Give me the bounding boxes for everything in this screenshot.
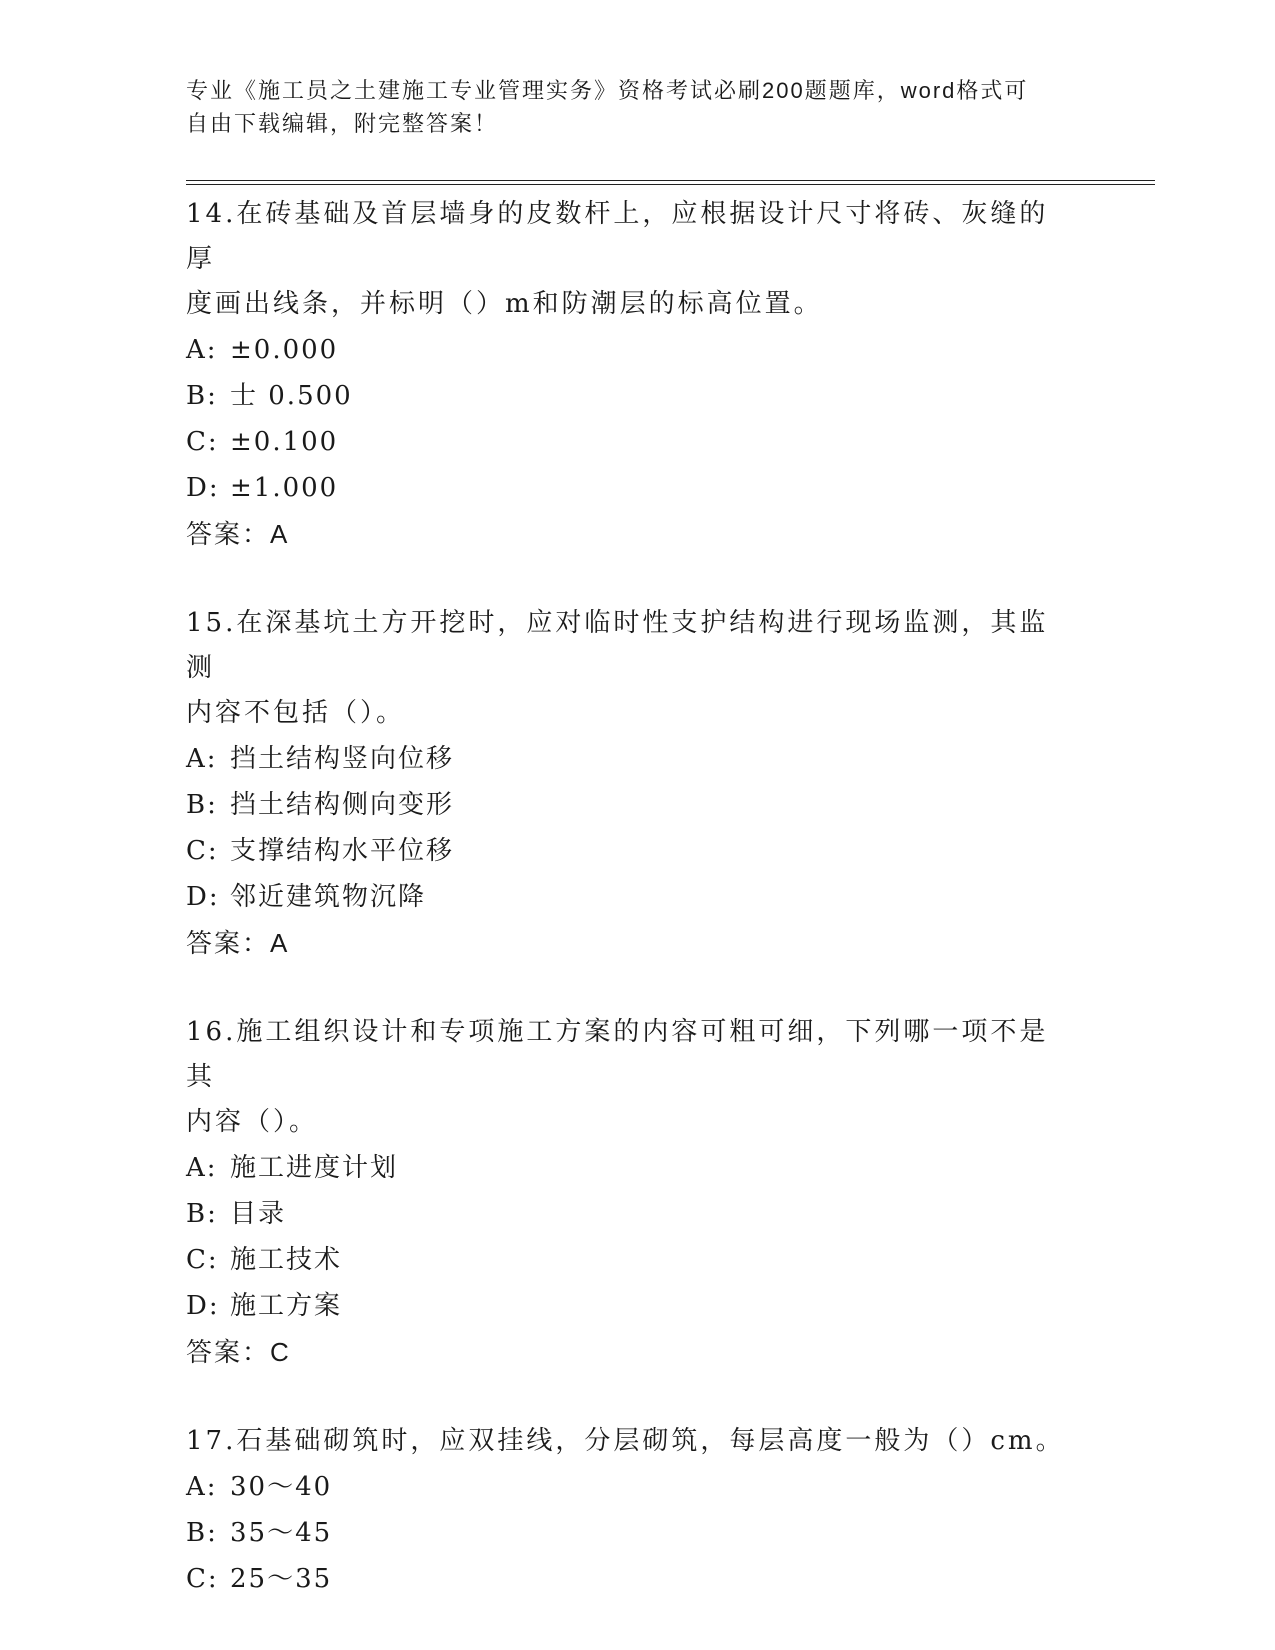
document-header — [186, 74, 1086, 140]
option-letter: A: — [186, 335, 218, 365]
option-text: 目录 — [230, 1199, 287, 1229]
question-stem — [186, 1010, 1066, 1145]
question-15 — [186, 601, 1086, 966]
option-letter: B: — [186, 381, 218, 411]
option-text: 邻近建筑物沉降 — [230, 882, 427, 912]
option-letter: B: — [186, 1518, 218, 1548]
answer-line: 答案：A — [186, 928, 290, 958]
option-text: 25～35 — [230, 1564, 333, 1594]
question-stem — [186, 1419, 1066, 1464]
option-d — [186, 874, 1086, 920]
option-text: 35～45 — [230, 1518, 333, 1548]
option-d — [186, 465, 1086, 511]
option-letter: C: — [186, 1564, 219, 1594]
option-a — [186, 1464, 1086, 1510]
answer-line: 答案：A — [186, 519, 290, 549]
option-b — [186, 1191, 1086, 1237]
option-letter: C: — [186, 427, 219, 457]
question-stem-line-1: 14.在砖基础及首层墙身的皮数杆上，应根据设计尺寸将砖、灰缝的厚 — [186, 199, 1049, 274]
option-text: 挡土结构侧向变形 — [230, 790, 455, 820]
option-text: 施工技术 — [230, 1245, 343, 1275]
option-a — [186, 1145, 1086, 1191]
option-text: 30～40 — [230, 1472, 333, 1502]
option-letter: B: — [186, 790, 218, 820]
option-letter: D: — [186, 882, 220, 912]
option-text: ±0.100 — [230, 427, 339, 457]
header-divider-bottom — [186, 184, 1155, 185]
question-stem-line-2: 度画出线条，并标明（）m和防潮层的标高位置。 — [186, 289, 823, 319]
option-b — [186, 1510, 1086, 1556]
question-stem-line-2: 内容（）。 — [186, 1107, 319, 1137]
option-text: 施工进度计划 — [230, 1153, 399, 1183]
answer-line: 答案：C — [186, 1337, 291, 1367]
option-a — [186, 736, 1086, 782]
option-text: 士 0.500 — [230, 381, 353, 411]
option-a — [186, 327, 1086, 373]
question-stem-line-1: 15.在深基坑土方开挖时，应对临时性支护结构进行现场监测，其监测 — [186, 608, 1049, 683]
option-b — [186, 782, 1086, 828]
option-text: 挡土结构竖向位移 — [230, 744, 455, 774]
option-c — [186, 1556, 1086, 1602]
option-text: ±1.000 — [230, 473, 339, 503]
question-list — [186, 192, 1086, 1602]
option-b — [186, 373, 1086, 419]
header-line-2: 自由下载编辑，附完整答案！ — [186, 111, 499, 136]
option-text: ±0.000 — [230, 335, 339, 365]
option-letter: C: — [186, 836, 219, 866]
option-c — [186, 828, 1086, 874]
question-stem — [186, 601, 1066, 736]
question-stem-line-1: 17.石基础砌筑时，应双挂线，分层砌筑，每层高度一般为（）cm。 — [186, 1426, 1065, 1456]
option-letter: A: — [186, 1153, 218, 1183]
header-divider-top — [186, 180, 1155, 181]
question-stem — [186, 192, 1066, 327]
option-c — [186, 1237, 1086, 1283]
header-line-1: 专业《施工员之土建施工专业管理实务》资格考试必刷200题题库，word格式可 — [186, 78, 1029, 103]
option-c — [186, 419, 1086, 465]
option-letter: D: — [186, 1291, 220, 1321]
option-text: 支撑结构水平位移 — [230, 836, 455, 866]
question-14 — [186, 192, 1086, 557]
question-stem-line-2: 内容不包括（）。 — [186, 698, 406, 728]
question-stem-line-1: 16.施工组织设计和专项施工方案的内容可粗可细，下列哪一项不是其 — [186, 1017, 1049, 1092]
option-letter: A: — [186, 744, 218, 774]
option-letter: B: — [186, 1199, 218, 1229]
option-letter: D: — [186, 473, 220, 503]
question-17 — [186, 1419, 1086, 1602]
option-d — [186, 1283, 1086, 1329]
option-letter: A: — [186, 1472, 218, 1502]
question-16 — [186, 1010, 1086, 1375]
option-text: 施工方案 — [230, 1291, 343, 1321]
option-letter: C: — [186, 1245, 219, 1275]
